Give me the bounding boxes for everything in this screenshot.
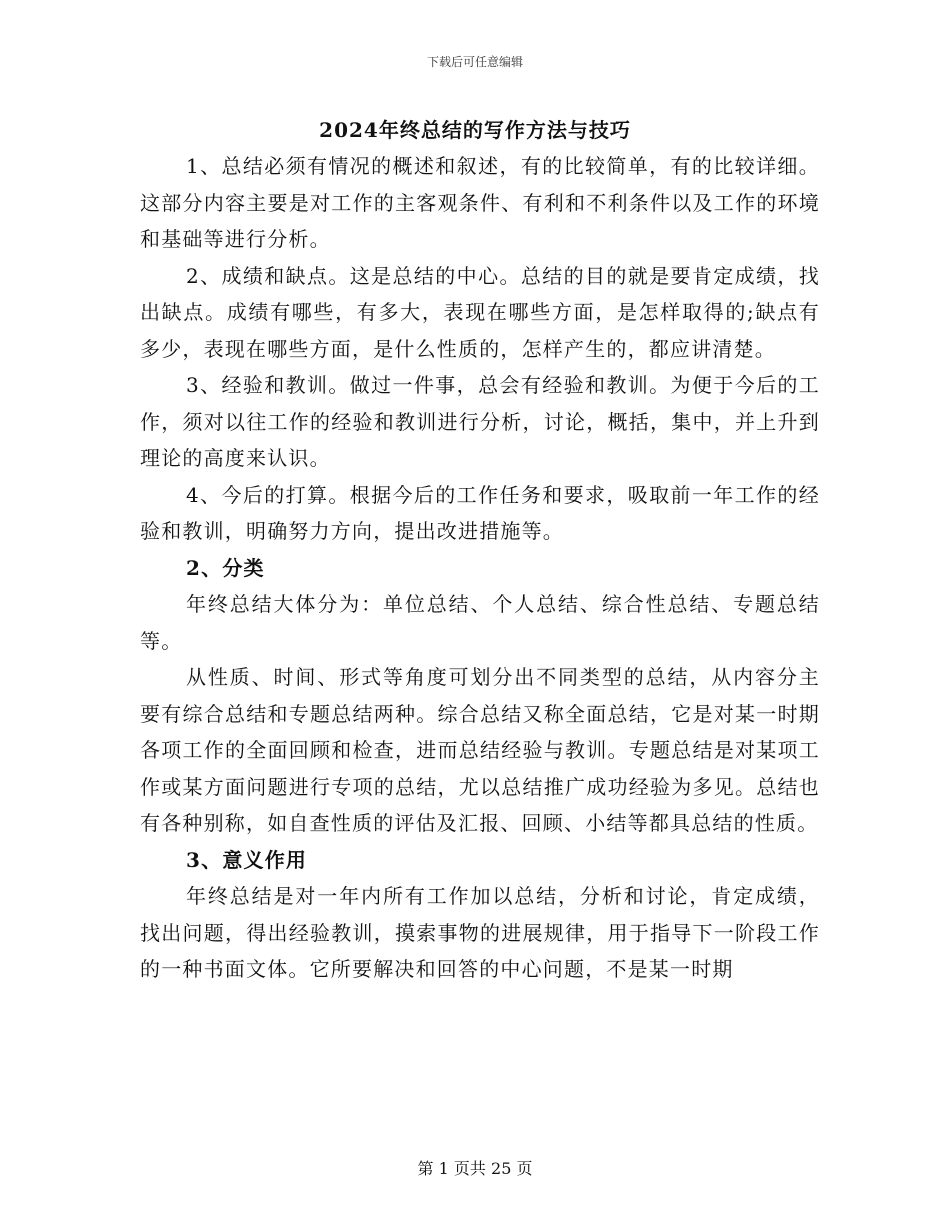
paragraph: 从性质、时间、形式等角度可划分出不同类型的总结，从内容分主要有综合总结和专题总结两种。综合总结又称全面总结，它是对某一时期各项工作的全面回顾和检查，进而总结经验与教训。专题总结是对某项工作或某方面问题进行专项的总结，尤以总结推广成功经验为多见。总结也有各种别称，如自查性质的评估及汇报、回顾、小结等都具总结的性质。 <box>140 665 820 835</box>
document-title: 2024年终总结的写作方法与技巧 <box>319 118 631 142</box>
footer-total-pages: 25 <box>491 1159 512 1178</box>
page-header-note: 下载后可任意编辑 <box>426 55 523 69</box>
footer-page-number: 1 <box>438 1159 449 1178</box>
footer-suffix: 页 <box>516 1159 533 1178</box>
section-heading-significance: 3、意义作用 <box>186 847 308 872</box>
paragraph: 2、成绩和缺点。这是总结的中心。总结的目的就是要肯定成绩，找出缺点。成绩有哪些，有多大，表现在哪些方面，是怎样取得的;缺点有多少，表现在哪些方面，是什么性质的，怎样产生的，都应讲清楚。 <box>140 263 820 361</box>
document-body <box>140 148 820 988</box>
paragraph: 年终总结大体分为：单位总结、个人总结、综合性总结、专题总结等。 <box>140 592 820 653</box>
paragraph: 1、总结必须有情况的概述和叙述，有的比较简单，有的比较详细。这部分内容主要是对工作的主客观条件、有利和不利条件以及工作的环境和基础等进行分析。 <box>140 154 820 251</box>
paragraph: 3、经验和教训。做过一件事，总会有经验和教训。为便于今后的工作，须对以往工作的经验和教训进行分析，讨论，概括，集中，并上升到理论的高度来认识。 <box>140 373 820 470</box>
paragraph: 4、今后的打算。根据今后的工作任务和要求，吸取前一年工作的经验和教训，明确努力方向，提出改进措施等。 <box>140 482 820 543</box>
footer-middle: 页共 <box>453 1159 486 1178</box>
section-heading-classification: 2、分类 <box>186 555 265 580</box>
footer-prefix: 第 <box>417 1159 434 1178</box>
page-footer <box>0 1156 950 1179</box>
paragraph: 年终总结是对一年内所有工作加以总结，分析和讨论，肯定成绩，找出问题，得出经验教训，摸索事物的进展规律，用于指导下一阶段工作的一种书面文体。它所要解决和回答的中心问题，不是某一时期 <box>140 884 820 981</box>
